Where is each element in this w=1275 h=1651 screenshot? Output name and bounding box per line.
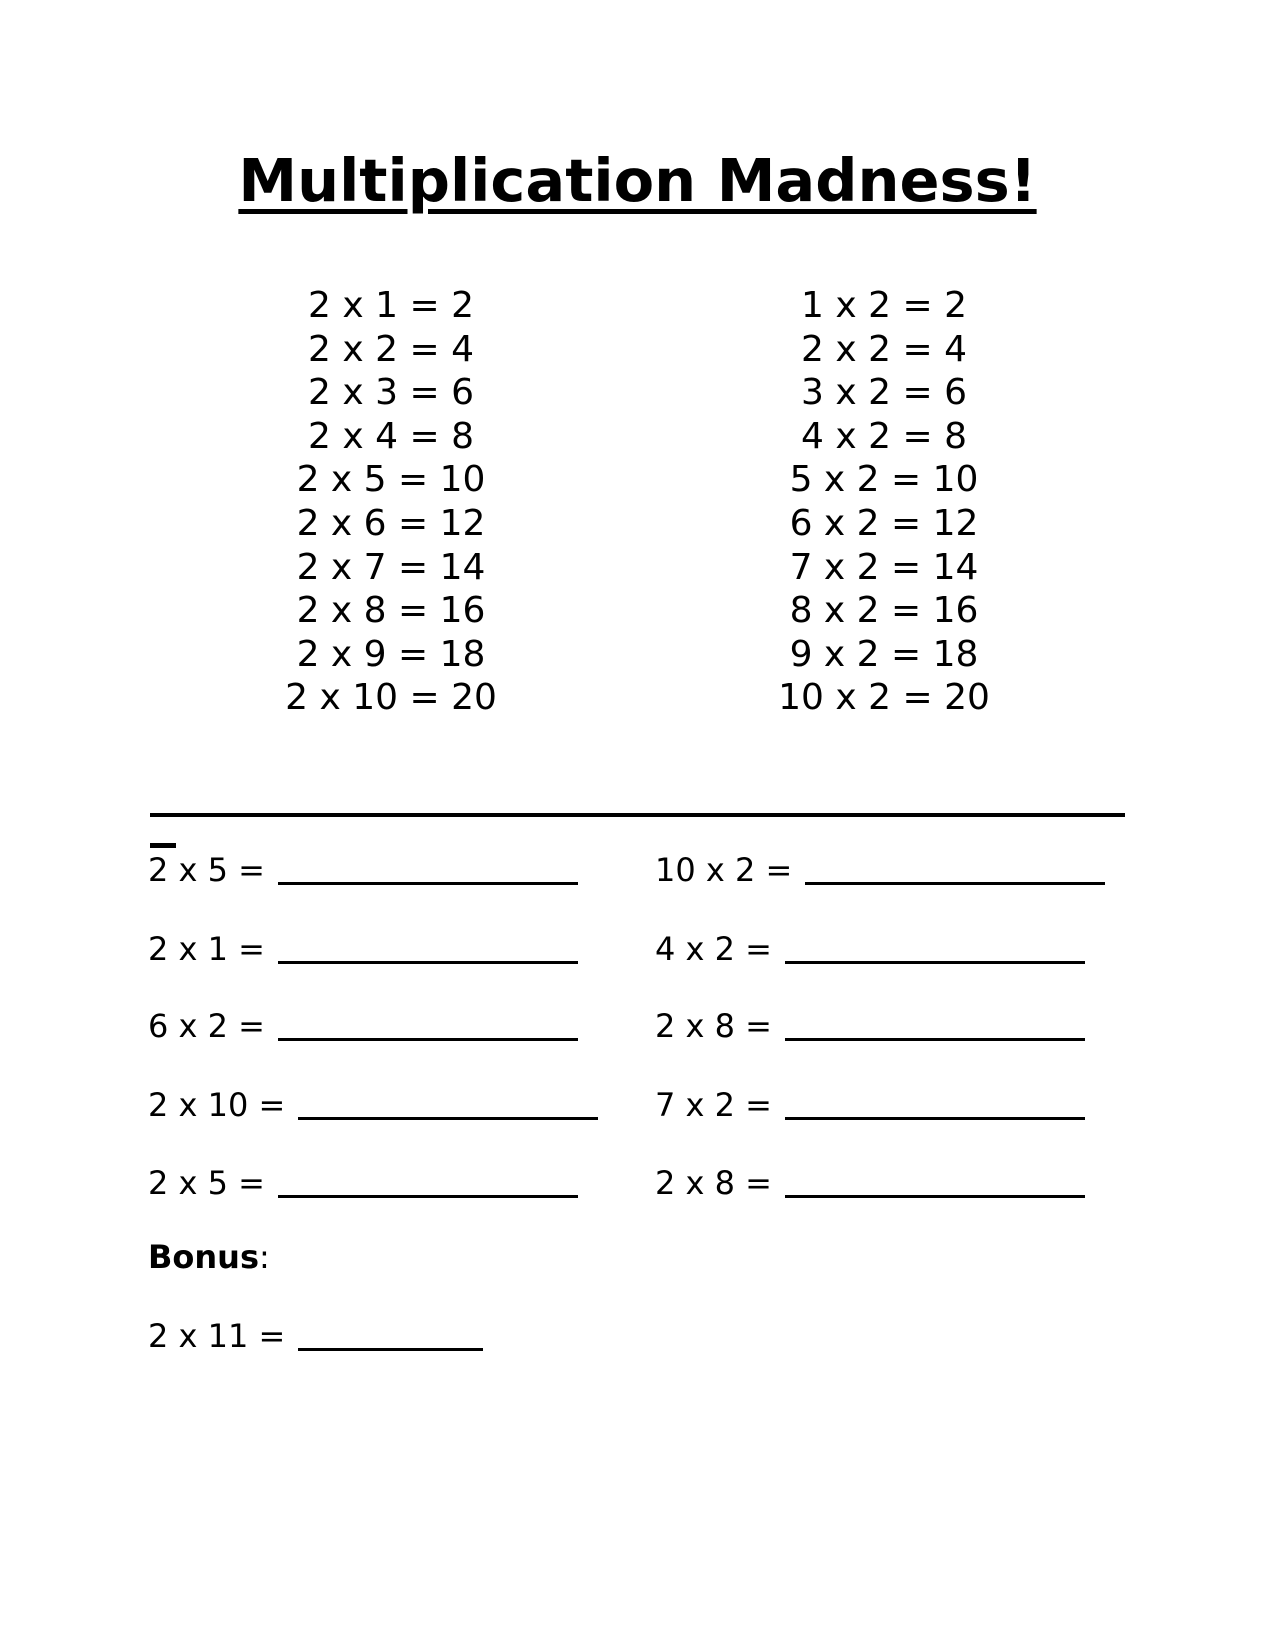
fact-line: 5 x 2 = 10 [789,459,979,501]
page-title-text: Multiplication Madness! [238,146,1037,215]
answer-blank[interactable] [785,1008,1085,1041]
fact-line: 2 x 9 = 18 [296,633,486,675]
problem-label: 2 x 5 = [148,851,265,889]
fact-line: 8 x 2 = 16 [789,590,979,632]
fact-line: 3 x 2 = 6 [801,372,967,414]
practice-row [0,1004,1275,1044]
answer-blank[interactable] [785,931,1085,964]
answer-blank[interactable] [278,1008,578,1041]
answer-blank[interactable] [298,1087,598,1120]
fact-line: 2 x 1 = 2 [308,285,474,326]
practice-row [0,1083,1275,1123]
problem-label: 2 x 1 = [148,930,265,968]
facts-column-left [141,284,641,720]
problem-label: 2 x 8 = [655,1164,772,1202]
fact-line: 2 x 2 = 4 [801,328,967,370]
fact-line: 10 x 2 = 20 [778,677,990,719]
fact-line: 6 x 2 = 12 [789,502,979,544]
problem-label: 2 x 5 = [148,1164,265,1202]
fact-line: 2 x 10 = 20 [285,677,497,719]
problem-label: 2 x 10 = [148,1086,286,1124]
page-title [0,146,1275,216]
fact-line: 1 x 2 = 2 [801,285,967,326]
fact-line: 4 x 2 = 8 [801,415,967,457]
problem-label: 4 x 2 = [655,930,772,968]
section-divider [150,813,1125,817]
practice-row [0,1161,1275,1201]
answer-blank[interactable] [278,931,578,964]
problem-label: 10 x 2 = [655,851,793,889]
fact-line: 2 x 4 = 8 [308,415,474,457]
fact-line: 2 x 5 = 10 [296,459,486,501]
answer-blank[interactable] [298,1318,483,1351]
fact-line: 9 x 2 = 18 [789,633,979,675]
answer-blank[interactable] [278,1165,578,1198]
answer-blank[interactable] [805,852,1105,885]
fact-line: 2 x 7 = 14 [296,546,486,588]
answer-blank[interactable] [278,852,578,885]
facts-column-right [634,284,1134,720]
fact-line: 2 x 2 = 4 [308,328,474,370]
fact-line: 2 x 6 = 12 [296,502,486,544]
problem-label: 7 x 2 = [655,1086,772,1124]
problem-label: 6 x 2 = [148,1007,265,1045]
fact-line: 7 x 2 = 14 [789,546,979,588]
fact-line: 2 x 3 = 6 [308,372,474,414]
practice-row [0,927,1275,967]
answer-blank[interactable] [785,1087,1085,1120]
problem-label: 2 x 8 = [655,1007,772,1045]
bonus-heading [148,1237,270,1277]
bonus-colon: : [258,1238,270,1276]
bonus-label: Bonus [148,1238,259,1276]
practice-row [0,848,1275,888]
problem-label: 2 x 11 = [148,1317,286,1355]
answer-blank[interactable] [785,1165,1085,1198]
bonus-problem-row [148,1314,483,1356]
fact-line: 2 x 8 = 16 [296,590,486,632]
